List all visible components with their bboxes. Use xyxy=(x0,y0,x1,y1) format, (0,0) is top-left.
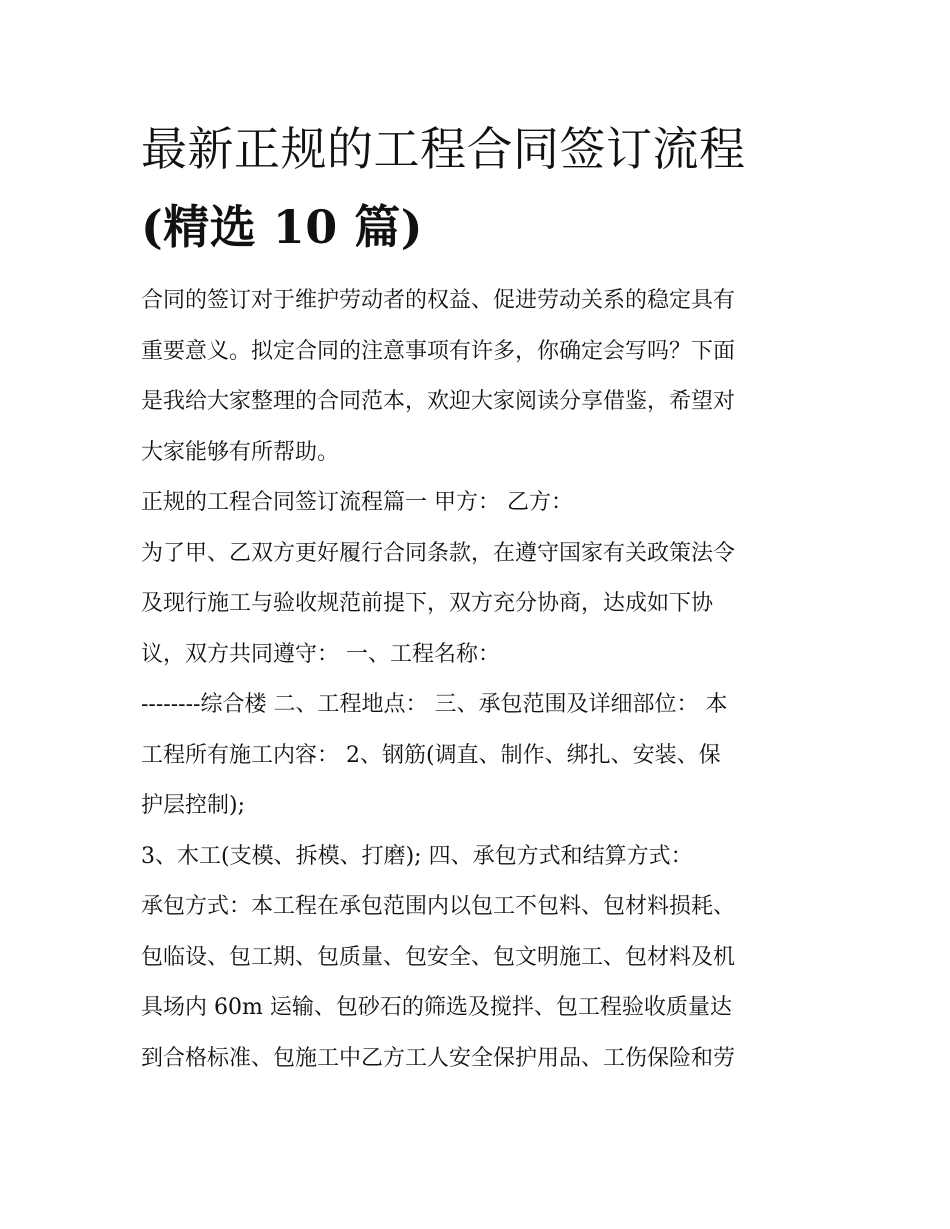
document-body xyxy=(141,276,813,1084)
text-line: 正规的工程合同签订流程篇一 甲方： 乙方： xyxy=(141,490,573,515)
title-line-1: 最新正规的工程合同签订流程 xyxy=(141,122,746,176)
text-line: 承包方式：本工程在承包范围内以包工不包料、包材料损耗、 xyxy=(141,894,736,919)
paragraph-section-heading xyxy=(141,478,813,529)
text-line: 议，双方共同遵守： 一、工程名称： xyxy=(141,641,500,667)
paragraph-preamble xyxy=(141,529,813,681)
text-line: 3、木工(支模、拆模、打磨); 四、承包方式和结算方式： xyxy=(141,843,693,869)
text-line: --------综合楼 二、工程地点： 三、承包范围及详细部位： 本 xyxy=(141,692,728,717)
document-title xyxy=(141,110,813,266)
text-line: 合同的签订对于维护劳动者的权益、促进劳动关系的稳定具有 xyxy=(141,288,736,313)
text-line: 工程所有施工内容： 2、钢筋(调直、制作、绑扎、安装、保 xyxy=(141,742,721,768)
text-line: 是我给大家整理的合同范本，欢迎大家阅读分享借鉴，希望对 xyxy=(141,389,736,414)
text-line: 重要意义。拟定合同的注意事项有许多，你确定会写吗？下面 xyxy=(141,338,736,364)
text-line: 为了甲、乙双方更好履行合同条款，在遵守国家有关政策法令 xyxy=(141,540,736,566)
text-line: 及现行施工与验收规范前提下，双方充分协商，达成如下协 xyxy=(141,591,714,616)
document-page xyxy=(141,110,813,1084)
text-line: 包临设、包工期、包质量、包安全、包文明施工、包材料及机 xyxy=(141,944,736,970)
title-line-2: (精选 10 篇) xyxy=(141,200,424,254)
paragraph-project-scope xyxy=(141,680,813,832)
text-line: 护层控制); xyxy=(141,793,245,818)
paragraph-carpentry xyxy=(141,832,813,883)
text-line: 到合格标准、包施工中乙方工人安全保护用品、工伤保险和劳 xyxy=(141,1045,736,1071)
paragraph-intro xyxy=(141,276,813,478)
text-line: 大家能够有所帮助。 xyxy=(141,439,340,465)
text-line: 具场内 60m 运输、包砂石的筛选及搅拌、包工程验收质量达 xyxy=(141,995,732,1020)
paragraph-contract-method xyxy=(141,882,813,1084)
